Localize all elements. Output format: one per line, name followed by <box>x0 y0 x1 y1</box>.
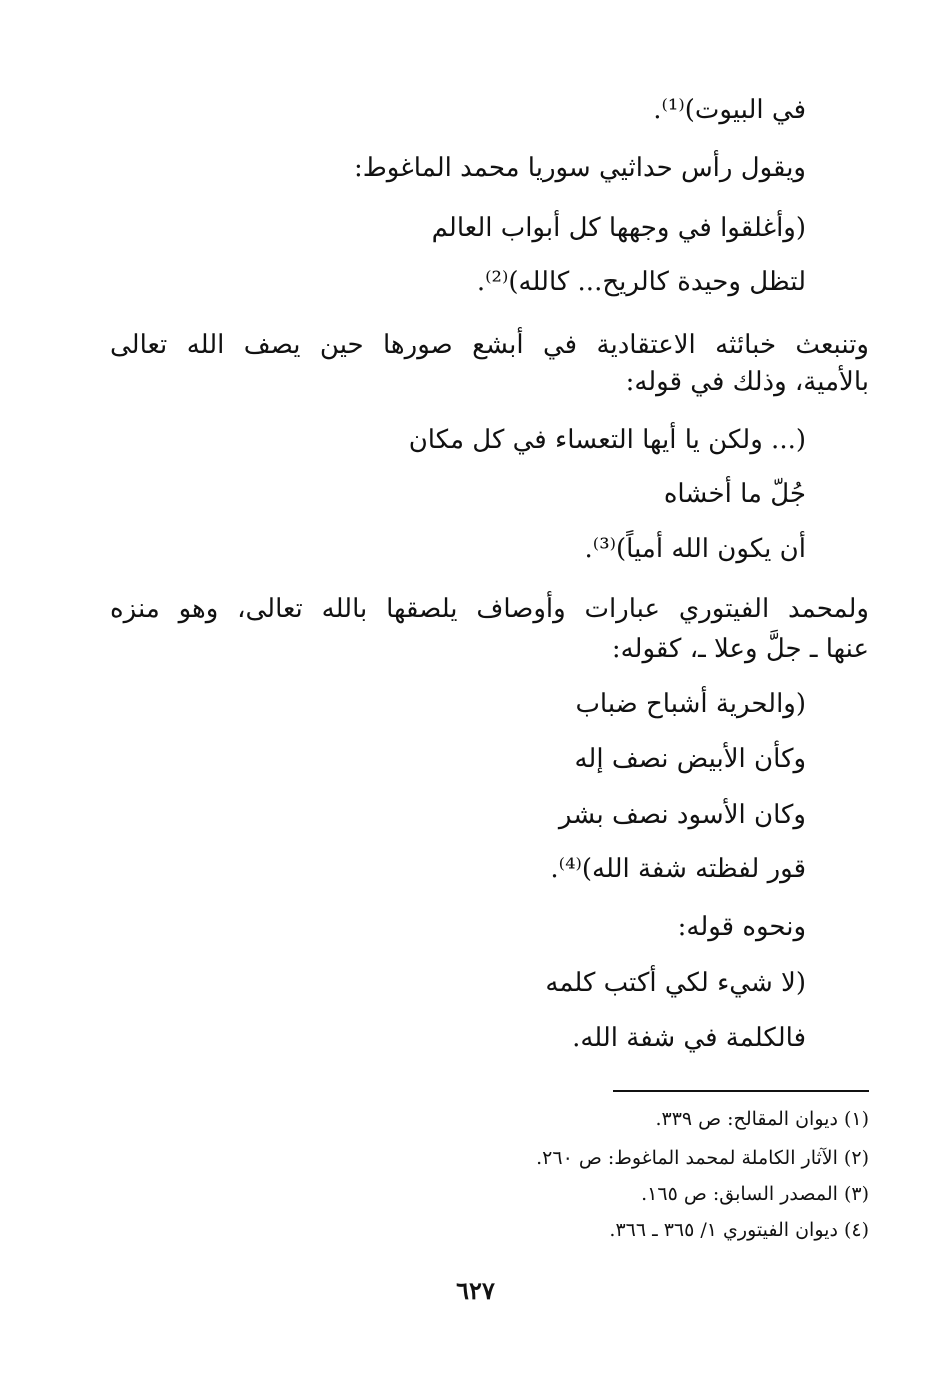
paragraph-line: وتنبعث خبائثه الاعتقادية في أبشع صورها حين يصف الله تعالى <box>110 330 869 360</box>
paragraph-line: ويقول رأس حداثيي سوريا محمد الماغوط: <box>353 153 806 183</box>
paragraph-line: عنها ـ جلَّ وعلا ـ، كقوله: <box>611 634 869 664</box>
poem-line: وكان الأسود نصف بشر <box>558 800 806 830</box>
paragraph-line: بالأمية، وذلك في قوله: <box>625 367 869 397</box>
poem-line: فالكلمة في شفة الله. <box>572 1023 806 1053</box>
poem-line: قور لفظته شفة الله)⁽⁴⁾. <box>550 854 806 884</box>
footnote: (١) ديوان المقالح: ص ٣٣٩. <box>655 1108 869 1130</box>
paragraph-line: ولمحمد الفيتوري عبارات وأوصاف يلصقها بالله تعالى، وهو منزه <box>110 594 869 624</box>
footnote: (٤) ديوان الفيتوري ١/ ٣٦٥ ـ ٣٦٦. <box>609 1219 869 1241</box>
poem-line: في البيوت)⁽¹⁾. <box>653 95 806 125</box>
page-number: ٦٢٧ <box>456 1276 495 1305</box>
paragraph-line: ونحوه قوله: <box>677 912 806 942</box>
poem-line: لتظل وحيدة كالريح... كالله)⁽²⁾. <box>476 267 806 297</box>
poem-line: وكأن الأبيض نصف إله <box>574 744 806 774</box>
footnote: (٢) الآثار الكاملة لمحمد الماغوط: ص ٢٦٠. <box>536 1147 869 1169</box>
poem-line: (وأغلقوا في وجهها كل أبواب العالم <box>431 213 806 243</box>
footnote: (٣) المصدر السابق: ص ١٦٥. <box>641 1183 869 1205</box>
poem-line: (والحرية أشباح ضباب <box>575 689 806 719</box>
footnote-divider <box>613 1090 869 1092</box>
poem-line: (... ولكن يا أيها التعساء في كل مكان <box>408 425 806 455</box>
poem-line: جُلّ ما أخشاه <box>663 479 806 509</box>
poem-line: أن يكون الله أمياً)⁽³⁾. <box>584 534 806 564</box>
poem-line: (لا شيء لكي أكتب كلمه <box>545 968 806 998</box>
